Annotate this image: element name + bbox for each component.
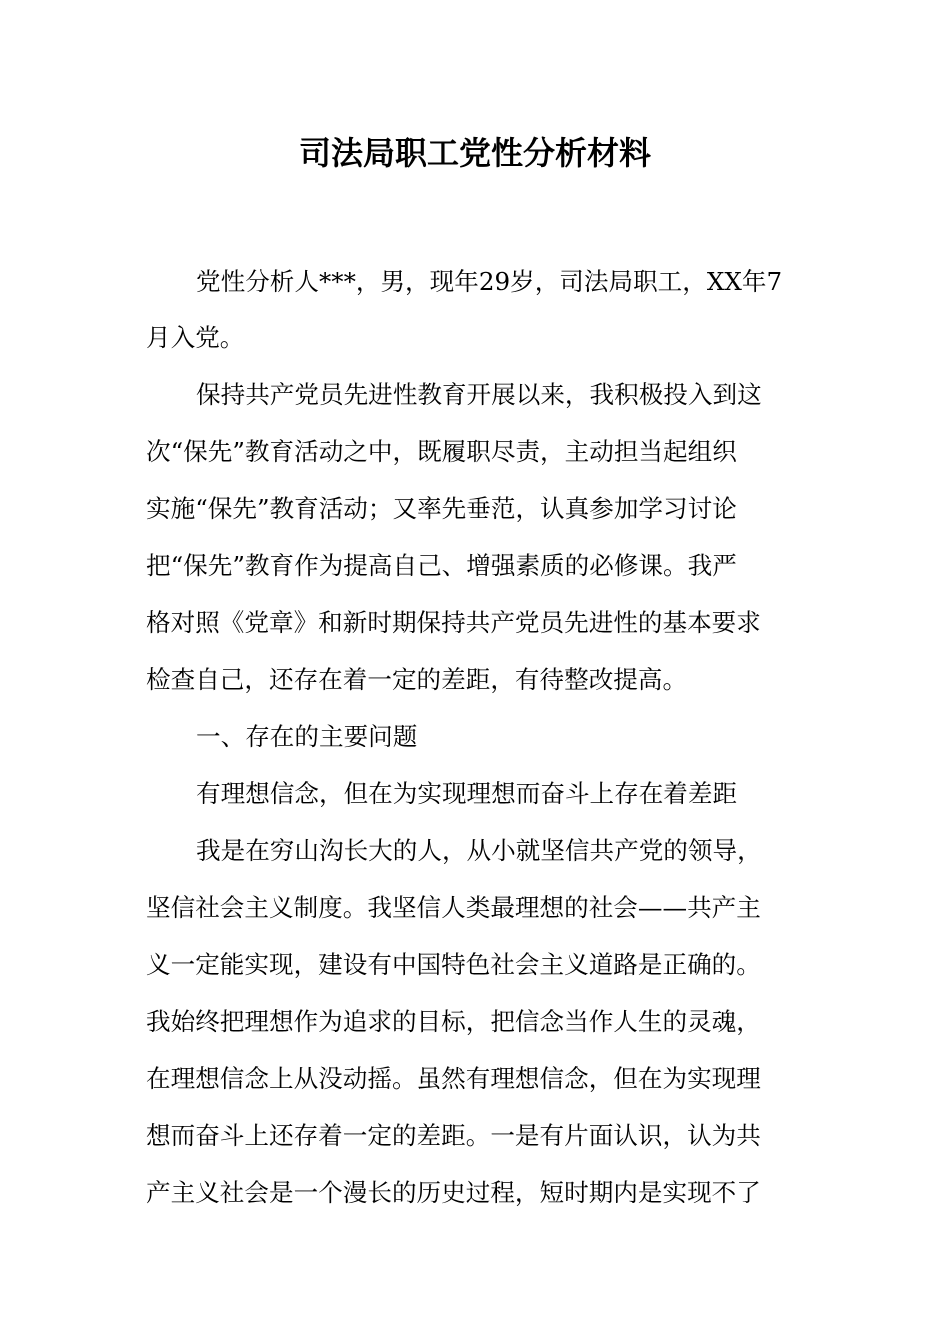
body-line-13: 义一定能实现，建设有中国特色社会主义道路是正确的。 xyxy=(146,950,761,979)
body-line-11: 我是在穷山沟长大的人，从小就坚信共产党的领导， xyxy=(196,836,762,865)
body-line-2: 月入党。 xyxy=(146,323,245,352)
body-line-15: 在理想信念上从没动摇。虽然有理想信念，但在为实现理 xyxy=(146,1064,761,1093)
section-heading: 一、存在的主要问题 xyxy=(196,722,418,751)
body-line-6: 把“保先”教育作为提高自己、增强素质的必修课。我严 xyxy=(146,551,737,580)
body-line-14: 我始终把理想作为追求的目标，把信念当作人生的灵魂， xyxy=(146,1007,761,1036)
body-line-12: 坚信社会主义制度。我坚信人类最理想的社会——共产主 xyxy=(146,893,761,922)
body-line-16: 想而奋斗上还存着一定的差距。一是有片面认识，认为共 xyxy=(146,1121,761,1150)
body-line-5: 实施“保先”教育活动；又率先垂范，认真参加学习讨论 xyxy=(146,494,737,523)
body-line-17: 产主义社会是一个漫长的历史过程，短时期内是实现不了 xyxy=(146,1178,761,1207)
body-line-7: 格对照《党章》和新时期保持共产党员先进性的基本要求 xyxy=(146,608,761,637)
subheading: 有理想信念，但在为实现理想而奋斗上存在着差距 xyxy=(196,779,738,808)
body-line-3: 保持共产党员先进性教育开展以来，我积极投入到这 xyxy=(196,380,762,409)
body-line-4: 次“保先”教育活动之中，既履职尽责，主动担当起组织 xyxy=(146,437,737,466)
body-line-8: 检查自己，还存在着一定的差距，有待整改提高。 xyxy=(146,665,688,694)
document-title: 司法局职工党性分析材料 xyxy=(298,134,651,172)
body-line-1: 党性分析人***，男，现年29岁，司法局职工，XX年7 xyxy=(196,267,783,296)
